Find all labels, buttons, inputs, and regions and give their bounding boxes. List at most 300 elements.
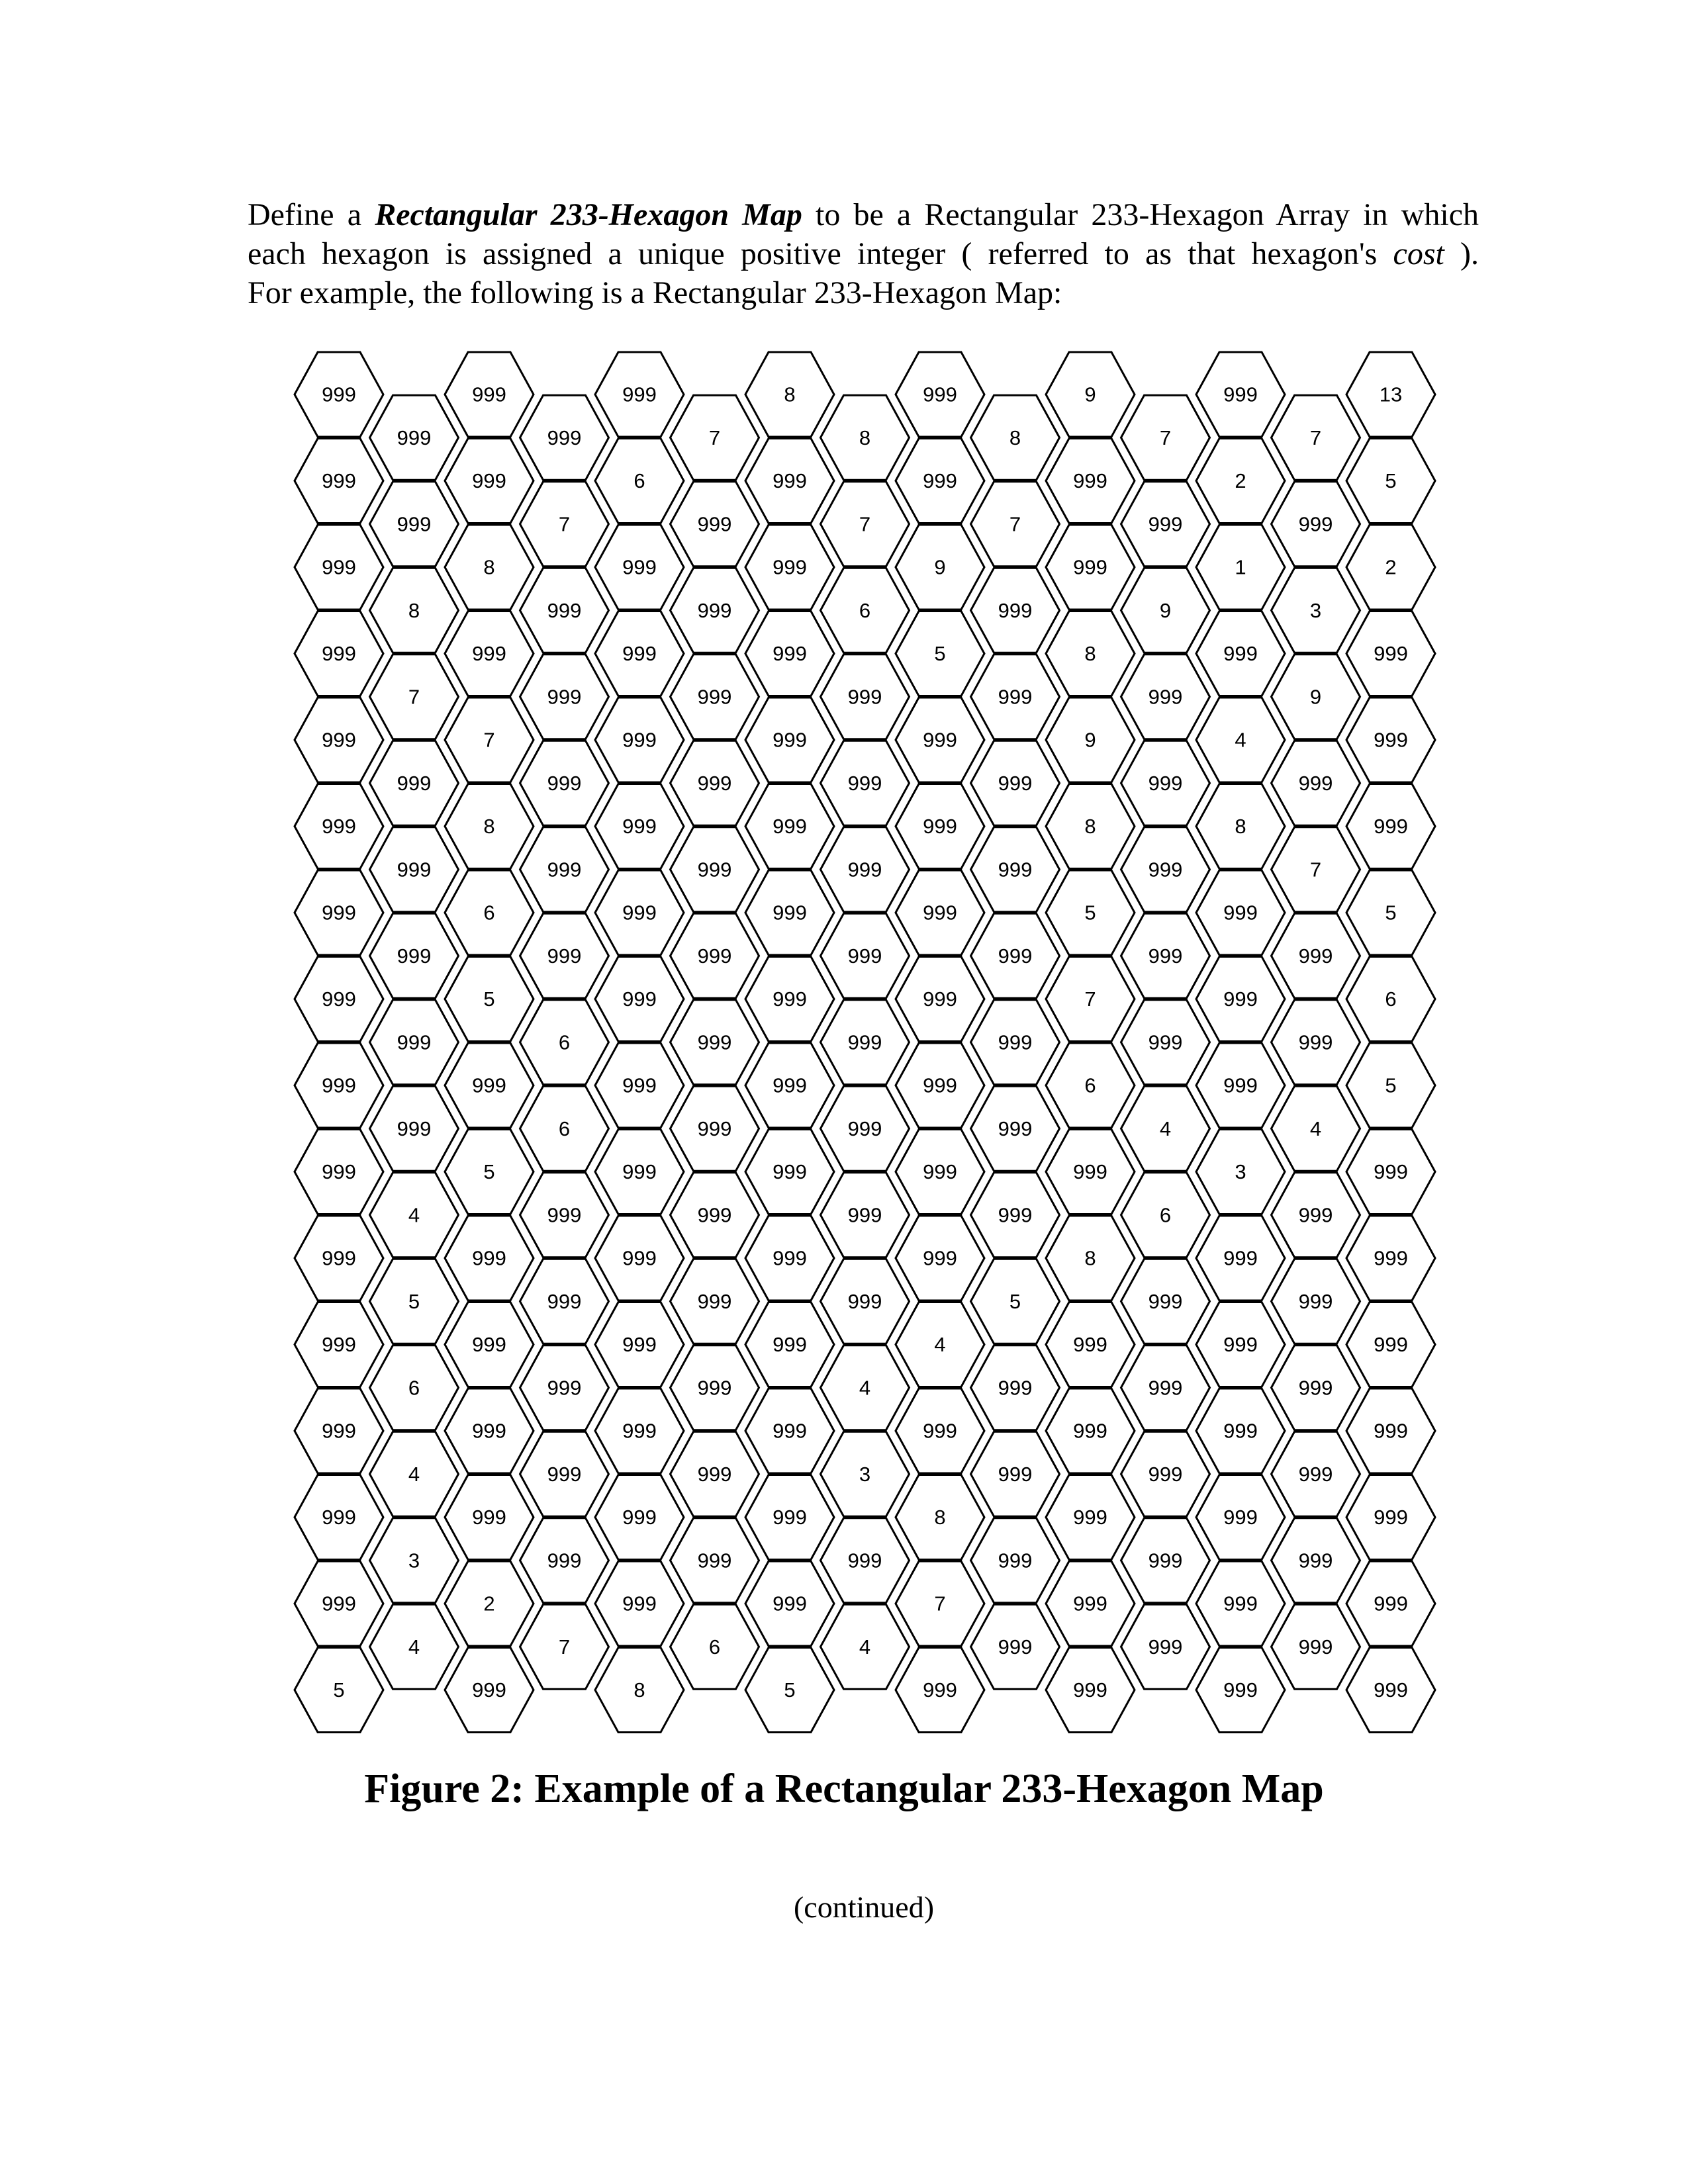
- intro-term: Rectangular 233-Hexagon Map: [375, 197, 802, 232]
- hex-cost-label: 13: [1379, 383, 1403, 406]
- hex-cost-label: 999: [1073, 469, 1107, 492]
- hex-cost-label: 999: [1223, 987, 1258, 1011]
- hex-cost-label: 7: [934, 1592, 946, 1615]
- hex-cost-label: 6: [633, 469, 645, 492]
- hex-cell: [520, 568, 609, 653]
- hex-cost-label: 8: [859, 426, 871, 449]
- hex-cost-label: 999: [697, 512, 732, 536]
- hex-cell: [1046, 352, 1135, 437]
- hex-cost-label: 999: [472, 1333, 506, 1356]
- hex-cost-label: 6: [1159, 1203, 1172, 1227]
- hex-cost-label: 8: [1084, 642, 1096, 665]
- hex-cost-label: 999: [622, 383, 657, 406]
- hex-cell: [745, 698, 834, 782]
- hex-cost-label: 6: [558, 1030, 571, 1054]
- intro-line-3: For example, the following is a Rectangular 233-Hexagon Map:: [248, 275, 1062, 310]
- hex-cost-label: 999: [1298, 944, 1333, 968]
- hex-cost-label: 999: [472, 1678, 506, 1702]
- hex-cost-label: 4: [408, 1462, 420, 1486]
- hex-cost-label: 999: [322, 383, 356, 406]
- intro-prefix: Define a: [248, 197, 375, 232]
- hex-cost-label: 999: [322, 1333, 356, 1356]
- hex-cell: [370, 913, 459, 998]
- hex-cell: [1346, 1388, 1435, 1473]
- hex-cell: [971, 913, 1060, 998]
- hex-cell: [821, 395, 910, 480]
- hex-cost-label: 999: [923, 901, 957, 925]
- hex-cost-label: 999: [472, 1506, 506, 1529]
- hex-cost-label: 999: [1223, 901, 1258, 925]
- hex-cost-label: 999: [547, 858, 582, 882]
- hex-cell: [1346, 698, 1435, 782]
- hex-cell: [1196, 525, 1285, 610]
- hex-cost-label: 999: [923, 1073, 957, 1097]
- hex-cost-label: 999: [1073, 1592, 1107, 1615]
- intro-line2-prefix: each hexagon is assigned a unique positive integer ( referred to as that hexagon's: [248, 236, 1393, 271]
- hex-cost-label: 999: [1298, 1030, 1333, 1054]
- hex-cost-label: 999: [1148, 685, 1183, 709]
- hex-cost-label: 999: [998, 858, 1033, 882]
- hex-cell: [821, 1604, 910, 1689]
- hex-cost-label: 999: [998, 1376, 1033, 1400]
- hex-cost-label: 999: [1073, 1160, 1107, 1183]
- hex-cost-label: 999: [1223, 1678, 1258, 1702]
- hex-cost-label: 4: [408, 1635, 420, 1659]
- hex-cell: [445, 1648, 534, 1733]
- hex-cost-label: 8: [1009, 426, 1021, 449]
- hex-cell: [671, 1518, 759, 1603]
- hex-cell: [370, 1432, 459, 1516]
- hex-cell: [595, 439, 684, 523]
- hex-cell: [1272, 741, 1360, 825]
- hex-cell: [1121, 482, 1210, 567]
- hex-cell: [370, 1518, 459, 1603]
- hex-cell: [445, 1216, 534, 1300]
- hex-cost-label: 4: [1309, 1116, 1322, 1140]
- hex-cost-label: 8: [633, 1678, 645, 1702]
- hex-cell: [1121, 395, 1210, 480]
- hex-cell: [821, 482, 910, 567]
- hex-cell: [821, 1000, 910, 1085]
- hex-cell: [295, 1302, 383, 1387]
- hex-cell: [370, 655, 459, 739]
- hex-cell: [971, 1345, 1060, 1430]
- hex-cell: [595, 612, 684, 696]
- hex-cell: [1272, 655, 1360, 739]
- hex-cost-label: 999: [1073, 1333, 1107, 1356]
- hex-cell: [1046, 612, 1135, 696]
- hex-cost-label: 999: [1298, 1376, 1333, 1400]
- hex-cost-label: 999: [547, 426, 582, 449]
- hex-cost-label: 999: [547, 1549, 582, 1572]
- hex-cost-label: 999: [547, 1203, 582, 1227]
- hex-cell: [896, 1043, 984, 1128]
- hex-cost-label: 999: [847, 771, 882, 795]
- hex-cost-label: 999: [547, 598, 582, 622]
- hex-cost-label: 999: [397, 512, 432, 536]
- hex-cell: [1196, 1302, 1285, 1387]
- hex-cell: [295, 1648, 383, 1733]
- hex-cost-label: 8: [1084, 1246, 1096, 1270]
- hex-cost-label: 999: [1223, 642, 1258, 665]
- hex-cell: [445, 612, 534, 696]
- hex-cost-label: 999: [773, 728, 807, 752]
- hex-cell: [1196, 1561, 1285, 1646]
- hex-cost-label: 999: [847, 1289, 882, 1313]
- hex-cell: [370, 1173, 459, 1257]
- hex-cell: [821, 1086, 910, 1171]
- hex-cell: [896, 1648, 984, 1733]
- hex-cost-label: 999: [697, 771, 732, 795]
- hex-cost-label: 7: [558, 1635, 571, 1659]
- hex-cell: [971, 568, 1060, 653]
- hex-cost-label: 999: [923, 1246, 957, 1270]
- hex-cost-label: 999: [1374, 1333, 1408, 1356]
- hex-cost-label: 5: [333, 1678, 345, 1702]
- hex-cost-label: 999: [773, 1160, 807, 1183]
- hex-cost-label: 999: [998, 685, 1033, 709]
- hex-cell: [1346, 525, 1435, 610]
- hex-cost-label: 8: [408, 598, 420, 622]
- hex-cost-label: 1: [1235, 555, 1246, 579]
- hex-cost-label: 999: [1374, 1678, 1408, 1702]
- hex-cell: [971, 1086, 1060, 1171]
- hex-cell: [1121, 655, 1210, 739]
- hex-cell: [370, 395, 459, 480]
- hex-cell: [1272, 1518, 1360, 1603]
- hex-cost-label: 999: [1223, 1246, 1258, 1270]
- hex-cost-label: 999: [773, 901, 807, 925]
- hex-cell: [896, 439, 984, 523]
- hex-cost-label: 999: [322, 642, 356, 665]
- hex-cost-label: 7: [1084, 987, 1096, 1011]
- hex-cell: [520, 1432, 609, 1516]
- hex-cost-label: 999: [923, 469, 957, 492]
- hex-cost-label: 999: [847, 1030, 882, 1054]
- hex-cost-label: 999: [998, 1549, 1033, 1572]
- hex-cell: [745, 1475, 834, 1560]
- hex-cost-label: 999: [397, 1030, 432, 1054]
- hex-cell: [1196, 1475, 1285, 1560]
- hex-cost-label: 999: [998, 1203, 1033, 1227]
- hex-cell: [896, 1388, 984, 1473]
- hex-cell: [1121, 1604, 1210, 1689]
- hex-cell: [1196, 1216, 1285, 1300]
- hex-cell: [295, 784, 383, 869]
- hex-cell: [595, 1302, 684, 1387]
- hex-cell: [745, 1561, 834, 1646]
- hex-cell: [1196, 698, 1285, 782]
- hex-cell: [1346, 612, 1435, 696]
- hex-cost-label: 3: [859, 1462, 871, 1486]
- hex-cell: [1346, 1043, 1435, 1128]
- hex-cell: [595, 1561, 684, 1646]
- hex-cost-label: 999: [1148, 944, 1183, 968]
- hex-cost-label: 5: [1084, 901, 1096, 925]
- hex-cost-label: 999: [622, 815, 657, 838]
- hex-cell: [1121, 1518, 1210, 1603]
- hex-cell: [1046, 525, 1135, 610]
- hex-cost-label: 8: [784, 383, 796, 406]
- hex-cost-label: 999: [322, 987, 356, 1011]
- hex-cost-label: 999: [622, 1506, 657, 1529]
- hex-cost-label: 999: [547, 1376, 582, 1400]
- hex-cell: [295, 1216, 383, 1300]
- hex-cost-label: 999: [773, 815, 807, 838]
- hex-cell: [971, 482, 1060, 567]
- hex-cell: [745, 1130, 834, 1214]
- hex-cell: [445, 1043, 534, 1128]
- hex-cell: [520, 1345, 609, 1430]
- hex-cell: [896, 784, 984, 869]
- hex-cost-label: 999: [923, 383, 957, 406]
- hex-cost-label: 999: [923, 815, 957, 838]
- hex-cell: [1046, 1648, 1135, 1733]
- hex-cost-label: 3: [1309, 598, 1322, 622]
- hex-cell: [520, 655, 609, 739]
- hex-cost-label: 999: [1073, 1419, 1107, 1443]
- hex-cost-label: 999: [547, 685, 582, 709]
- hex-cost-label: 5: [1009, 1289, 1021, 1313]
- hex-cell: [745, 1043, 834, 1128]
- hex-cell: [1272, 913, 1360, 998]
- hex-cost-label: 999: [1148, 858, 1183, 882]
- hex-cost-label: 999: [1148, 1549, 1183, 1572]
- hex-cell: [745, 439, 834, 523]
- hex-cell: [445, 525, 534, 610]
- hex-cell: [1346, 957, 1435, 1042]
- hex-cost-label: 7: [558, 512, 571, 536]
- hex-cell: [445, 1388, 534, 1473]
- hex-cost-label: 999: [1298, 1289, 1333, 1313]
- hex-cost-label: 8: [1235, 815, 1246, 838]
- hex-cost-label: 999: [1298, 771, 1333, 795]
- hex-cell: [896, 870, 984, 955]
- hex-cost-label: 999: [697, 685, 732, 709]
- hex-cell: [445, 352, 534, 437]
- hex-cost-label: 999: [773, 1506, 807, 1529]
- hex-cell: [1046, 870, 1135, 955]
- hex-cell: [1046, 1216, 1135, 1300]
- hex-cell: [821, 1432, 910, 1516]
- hex-cell: [1346, 1475, 1435, 1560]
- hex-cost-label: 999: [773, 555, 807, 579]
- hex-cell: [445, 439, 534, 523]
- hex-cell: [1046, 1475, 1135, 1560]
- hex-cost-label: 5: [483, 987, 495, 1011]
- hex-cost-label: 999: [547, 1289, 582, 1313]
- hex-cell: [370, 827, 459, 912]
- hex-cell: [1346, 1302, 1435, 1387]
- hex-cell: [370, 568, 459, 653]
- hex-cell: [821, 827, 910, 912]
- hex-cost-label: 5: [408, 1289, 420, 1313]
- hex-cost-label: 6: [483, 901, 495, 925]
- hex-cell: [1121, 913, 1210, 998]
- hex-cost-label: 8: [483, 815, 495, 838]
- hex-cell: [745, 1388, 834, 1473]
- hex-cost-label: 999: [1148, 771, 1183, 795]
- hex-cell: [595, 957, 684, 1042]
- figure-caption: Figure 2: Example of a Rectangular 233-Hexagon Map: [364, 1766, 1324, 1811]
- hex-cell: [295, 1561, 383, 1646]
- hex-cell: [671, 913, 759, 998]
- hex-cost-label: 999: [472, 642, 506, 665]
- hex-cost-label: 999: [472, 1073, 506, 1097]
- hex-cell: [671, 568, 759, 653]
- hex-cost-label: 999: [622, 1333, 657, 1356]
- hex-cell: [1346, 352, 1435, 437]
- hex-cost-label: 999: [998, 1116, 1033, 1140]
- hex-cell: [971, 1259, 1060, 1343]
- hex-cell: [595, 1216, 684, 1300]
- hex-cost-label: 999: [322, 1246, 356, 1270]
- hex-cell: [671, 395, 759, 480]
- hex-cost-label: 5: [784, 1678, 796, 1702]
- hex-cell: [520, 741, 609, 825]
- hex-cost-label: 8: [483, 555, 495, 579]
- hex-cell: [896, 352, 984, 437]
- hex-cost-label: 999: [1374, 1246, 1408, 1270]
- hex-cell: [1046, 1130, 1135, 1214]
- hex-cell: [1196, 957, 1285, 1042]
- hex-cell: [896, 698, 984, 782]
- hex-cell: [370, 1604, 459, 1689]
- hex-cost-label: 999: [847, 944, 882, 968]
- hex-cell: [370, 1259, 459, 1343]
- hex-cost-label: 3: [408, 1549, 420, 1572]
- hex-cost-label: 999: [322, 901, 356, 925]
- hex-cost-label: 999: [923, 1160, 957, 1183]
- hex-cost-label: 999: [697, 1376, 732, 1400]
- hex-cell: [971, 827, 1060, 912]
- hex-cost-label: 999: [472, 383, 506, 406]
- hex-cost-label: 999: [322, 1073, 356, 1097]
- hex-cell: [896, 525, 984, 610]
- hex-cell: [821, 1345, 910, 1430]
- hex-cell: [595, 525, 684, 610]
- hex-cost-label: 999: [697, 1030, 732, 1054]
- hex-cell: [745, 957, 834, 1042]
- hex-cost-label: 999: [847, 1203, 882, 1227]
- hex-cell: [1346, 1130, 1435, 1214]
- hex-cell: [1046, 1561, 1135, 1646]
- hex-cost-label: 2: [483, 1592, 495, 1615]
- hex-cell: [1196, 439, 1285, 523]
- hex-cell: [1196, 870, 1285, 955]
- hex-cost-label: 999: [1374, 1419, 1408, 1443]
- hex-cell: [896, 1130, 984, 1214]
- hex-cell: [745, 525, 834, 610]
- hex-cost-label: 5: [1385, 1073, 1397, 1097]
- hex-cell: [520, 913, 609, 998]
- hex-cell: [821, 741, 910, 825]
- hex-cell: [295, 352, 383, 437]
- hex-cell: [520, 1518, 609, 1603]
- hex-cell: [1121, 1086, 1210, 1171]
- hex-cost-label: 6: [1385, 987, 1397, 1011]
- hex-cell: [295, 870, 383, 955]
- hex-cost-label: 4: [859, 1635, 871, 1659]
- hex-cell: [1046, 1388, 1135, 1473]
- hex-cost-label: 999: [1073, 1506, 1107, 1529]
- hex-cell: [1046, 1302, 1135, 1387]
- hex-cell: [595, 1648, 684, 1733]
- hex-cost-label: 3: [1235, 1160, 1246, 1183]
- hex-cell: [821, 1518, 910, 1603]
- hex-cost-label: 999: [697, 598, 732, 622]
- hex-cell: [520, 482, 609, 567]
- hex-cost-label: 999: [847, 1549, 882, 1572]
- hex-cell: [1121, 1432, 1210, 1516]
- hex-cost-label: 999: [847, 1116, 882, 1140]
- hex-cell: [370, 1345, 459, 1430]
- hex-cost-label: 999: [1148, 1289, 1183, 1313]
- hex-cost-label: 999: [1073, 1678, 1107, 1702]
- hex-cell: [1046, 439, 1135, 523]
- hex-cell: [595, 698, 684, 782]
- hex-cell: [971, 1518, 1060, 1603]
- hex-cost-label: 999: [1298, 1549, 1333, 1572]
- hex-cost-label: 999: [1374, 728, 1408, 752]
- hex-cost-label: 999: [998, 1462, 1033, 1486]
- hex-cell: [1121, 1000, 1210, 1085]
- hex-cell: [745, 784, 834, 869]
- hex-cost-label: 8: [934, 1506, 946, 1529]
- hex-cost-label: 999: [1374, 1506, 1408, 1529]
- hex-cell: [1121, 1345, 1210, 1430]
- hex-cell: [295, 439, 383, 523]
- hex-cell: [445, 870, 534, 955]
- hex-cell: [1196, 1388, 1285, 1473]
- hex-cell: [520, 395, 609, 480]
- hex-cost-label: 999: [547, 771, 582, 795]
- hex-cost-label: 2: [1235, 469, 1246, 492]
- hex-cell: [370, 741, 459, 825]
- hex-cost-label: 7: [1309, 426, 1322, 449]
- hex-cell: [445, 1561, 534, 1646]
- hex-cell: [671, 1604, 759, 1689]
- hex-cost-label: 999: [1223, 1506, 1258, 1529]
- hex-cell: [445, 957, 534, 1042]
- hex-cell: [971, 1173, 1060, 1257]
- hex-cost-label: 999: [998, 1030, 1033, 1054]
- hex-cell: [671, 1173, 759, 1257]
- hex-cost-label: 999: [923, 987, 957, 1011]
- hex-cell: [1121, 1173, 1210, 1257]
- hex-cell: [1272, 1086, 1360, 1171]
- hex-cell: [745, 870, 834, 955]
- hex-cell: [595, 1388, 684, 1473]
- hex-cost-label: 999: [697, 944, 732, 968]
- hex-cost-label: 999: [773, 1073, 807, 1097]
- hex-cost-label: 999: [322, 1160, 356, 1183]
- hex-cell: [520, 1259, 609, 1343]
- hex-cost-label: 999: [622, 987, 657, 1011]
- hex-cell: [1121, 568, 1210, 653]
- hex-cost-label: 7: [708, 426, 721, 449]
- hex-cost-label: 999: [472, 1246, 506, 1270]
- hex-cost-label: 999: [1374, 815, 1408, 838]
- hex-cost-label: 999: [622, 901, 657, 925]
- hex-cell: [1272, 1432, 1360, 1516]
- hex-cost-label: 999: [622, 1246, 657, 1270]
- hex-cost-label: 999: [773, 1419, 807, 1443]
- hex-cell: [896, 1302, 984, 1387]
- hex-cost-label: 999: [397, 771, 432, 795]
- hex-cell: [971, 1604, 1060, 1689]
- hex-cell: [1346, 1216, 1435, 1300]
